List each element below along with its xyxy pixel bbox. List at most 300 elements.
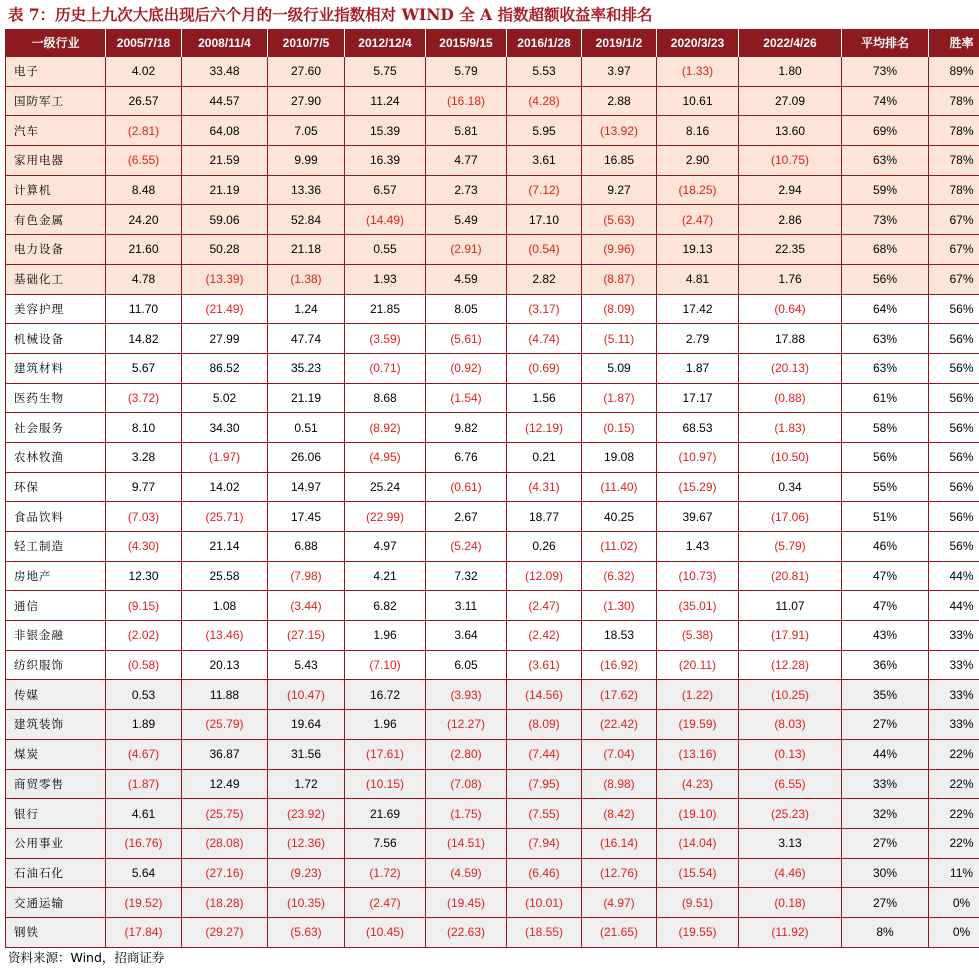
excess-return-cell: 21.19 bbox=[182, 175, 268, 205]
excess-return-cell: 17.10 bbox=[507, 205, 582, 235]
excess-return-cell: (14.04) bbox=[657, 828, 739, 858]
excess-return-cell: (17.62) bbox=[582, 680, 657, 710]
column-header-average-rank: 平均排名 bbox=[842, 29, 929, 57]
table-title: 表 7：历史上九次大底出现后六个月的一级行业指数相对 WIND 全 A 指数超额收益率和排名 bbox=[8, 5, 653, 24]
excess-return-cell: (3.44) bbox=[268, 591, 345, 621]
excess-return-cell: 1.89 bbox=[106, 710, 182, 740]
table-row bbox=[6, 146, 979, 176]
win-rate-cell: 56% bbox=[929, 472, 979, 502]
excess-return-cell: (1.87) bbox=[106, 769, 182, 799]
excess-return-cell: 5.02 bbox=[182, 383, 268, 413]
excess-return-cell: 64.08 bbox=[182, 116, 268, 146]
table-row bbox=[6, 116, 979, 146]
excess-return-cell: (8.09) bbox=[582, 294, 657, 324]
excess-return-cell: (16.14) bbox=[582, 828, 657, 858]
excess-return-cell: 6.82 bbox=[345, 591, 426, 621]
table-row bbox=[6, 680, 979, 710]
industry-cell: 通信 bbox=[6, 591, 106, 621]
excess-return-cell: 0.53 bbox=[106, 680, 182, 710]
excess-return-cell: (5.38) bbox=[657, 621, 739, 651]
excess-return-cell: (9.23) bbox=[268, 858, 345, 888]
win-rate-cell: 56% bbox=[929, 324, 979, 354]
excess-return-cell: 8.10 bbox=[106, 413, 182, 443]
industry-cell: 石油石化 bbox=[6, 858, 106, 888]
excess-return-cell: (7.98) bbox=[268, 561, 345, 591]
excess-return-cell: (4.95) bbox=[345, 442, 426, 472]
average-rank-cell: 27% bbox=[842, 888, 929, 918]
table-row bbox=[6, 175, 979, 205]
excess-return-cell: 4.21 bbox=[345, 561, 426, 591]
excess-return-cell: (12.36) bbox=[268, 828, 345, 858]
excess-return-cell: 7.05 bbox=[268, 116, 345, 146]
excess-return-cell: (10.97) bbox=[657, 442, 739, 472]
excess-return-cell: (17.61) bbox=[345, 739, 426, 769]
excess-return-cell: (10.47) bbox=[268, 680, 345, 710]
excess-return-cell: 3.11 bbox=[426, 591, 507, 621]
industry-cell: 轻工制造 bbox=[6, 532, 106, 562]
excess-return-cell: (13.92) bbox=[582, 116, 657, 146]
excess-return-cell: 52.84 bbox=[268, 205, 345, 235]
excess-return-cell: 21.18 bbox=[268, 235, 345, 265]
industry-cell: 食品饮料 bbox=[6, 502, 106, 532]
table-row bbox=[6, 532, 979, 562]
win-rate-cell: 44% bbox=[929, 591, 979, 621]
excess-return-cell: (11.40) bbox=[582, 472, 657, 502]
excess-return-cell: 36.87 bbox=[182, 739, 268, 769]
table-row bbox=[6, 205, 979, 235]
excess-return-cell: 50.28 bbox=[182, 235, 268, 265]
excess-return-cell: 4.61 bbox=[106, 799, 182, 829]
industry-cell: 煤炭 bbox=[6, 739, 106, 769]
excess-return-cell: (15.29) bbox=[657, 472, 739, 502]
industry-cell: 医药生物 bbox=[6, 383, 106, 413]
excess-return-cell: 13.60 bbox=[739, 116, 842, 146]
excess-return-cell: (8.42) bbox=[582, 799, 657, 829]
excess-return-cell: (20.81) bbox=[739, 561, 842, 591]
win-rate-cell: 56% bbox=[929, 413, 979, 443]
industry-cell: 有色金属 bbox=[6, 205, 106, 235]
excess-return-cell: (14.49) bbox=[345, 205, 426, 235]
excess-return-cell: 4.02 bbox=[106, 57, 182, 87]
win-rate-cell: 33% bbox=[929, 680, 979, 710]
excess-return-cell: (9.15) bbox=[106, 591, 182, 621]
excess-return-cell: 68.53 bbox=[657, 413, 739, 443]
win-rate-cell: 22% bbox=[929, 799, 979, 829]
average-rank-cell: 69% bbox=[842, 116, 929, 146]
column-header-date: 2022/4/26 bbox=[739, 29, 842, 57]
average-rank-cell: 56% bbox=[842, 442, 929, 472]
industry-cell: 电力设备 bbox=[6, 235, 106, 265]
excess-return-cell: 5.09 bbox=[582, 353, 657, 383]
table-row bbox=[6, 57, 979, 87]
table-row bbox=[6, 264, 979, 294]
excess-return-cell: (3.59) bbox=[345, 324, 426, 354]
excess-return-cell: 16.72 bbox=[345, 680, 426, 710]
table-row bbox=[6, 739, 979, 769]
average-rank-cell: 44% bbox=[842, 739, 929, 769]
excess-return-cell: (14.51) bbox=[426, 828, 507, 858]
excess-return-cell: 1.24 bbox=[268, 294, 345, 324]
table-row bbox=[6, 561, 979, 591]
excess-return-cell: (4.97) bbox=[582, 888, 657, 918]
excess-return-cell: 4.59 bbox=[426, 264, 507, 294]
excess-return-cell: (1.30) bbox=[582, 591, 657, 621]
excess-return-cell: (22.99) bbox=[345, 502, 426, 532]
industry-cell: 非银金融 bbox=[6, 621, 106, 651]
excess-return-cell: 12.30 bbox=[106, 561, 182, 591]
excess-return-cell: (18.55) bbox=[507, 917, 582, 947]
excess-return-cell: 21.60 bbox=[106, 235, 182, 265]
industry-cell: 公用事业 bbox=[6, 828, 106, 858]
excess-return-cell: (0.54) bbox=[507, 235, 582, 265]
win-rate-cell: 78% bbox=[929, 116, 979, 146]
excess-return-cell: 0.51 bbox=[268, 413, 345, 443]
average-rank-cell: 27% bbox=[842, 828, 929, 858]
excess-return-cell: 2.94 bbox=[739, 175, 842, 205]
excess-return-cell: 2.86 bbox=[739, 205, 842, 235]
industry-cell: 美容护理 bbox=[6, 294, 106, 324]
excess-return-cell: 18.77 bbox=[507, 502, 582, 532]
excess-return-cell: (11.92) bbox=[739, 917, 842, 947]
table-row bbox=[6, 383, 979, 413]
average-rank-cell: 47% bbox=[842, 561, 929, 591]
excess-return-cell: (0.13) bbox=[739, 739, 842, 769]
excess-return-cell: (10.15) bbox=[345, 769, 426, 799]
excess-return-cell: 5.67 bbox=[106, 353, 182, 383]
table-row bbox=[6, 442, 979, 472]
excess-return-cell: (19.10) bbox=[657, 799, 739, 829]
excess-return-cell: (3.93) bbox=[426, 680, 507, 710]
excess-return-cell: (28.08) bbox=[182, 828, 268, 858]
excess-return-cell: (2.91) bbox=[426, 235, 507, 265]
excess-return-cell: 0.21 bbox=[507, 442, 582, 472]
average-rank-cell: 35% bbox=[842, 680, 929, 710]
excess-return-cell: (4.74) bbox=[507, 324, 582, 354]
excess-return-cell: 2.82 bbox=[507, 264, 582, 294]
excess-return-cell: 19.64 bbox=[268, 710, 345, 740]
excess-return-cell: 1.96 bbox=[345, 621, 426, 651]
average-rank-cell: 55% bbox=[842, 472, 929, 502]
excess-return-cell: (19.45) bbox=[426, 888, 507, 918]
excess-return-cell: (25.23) bbox=[739, 799, 842, 829]
excess-return-cell: 21.85 bbox=[345, 294, 426, 324]
excess-return-cell: (1.83) bbox=[739, 413, 842, 443]
excess-return-cell: (0.64) bbox=[739, 294, 842, 324]
excess-return-cell: (23.92) bbox=[268, 799, 345, 829]
excess-return-cell: 21.19 bbox=[268, 383, 345, 413]
excess-return-cell: 34.30 bbox=[182, 413, 268, 443]
excess-return-cell: (20.13) bbox=[739, 353, 842, 383]
excess-return-cell: (35.01) bbox=[657, 591, 739, 621]
excess-return-cell: (4.23) bbox=[657, 769, 739, 799]
excess-return-cell: (8.09) bbox=[507, 710, 582, 740]
excess-return-cell: (2.42) bbox=[507, 621, 582, 651]
excess-return-cell: (3.17) bbox=[507, 294, 582, 324]
excess-return-cell: (4.46) bbox=[739, 858, 842, 888]
excess-return-cell: 47.74 bbox=[268, 324, 345, 354]
table-row bbox=[6, 858, 979, 888]
excess-return-cell: (27.16) bbox=[182, 858, 268, 888]
table-row bbox=[6, 621, 979, 651]
excess-return-cell: 27.09 bbox=[739, 86, 842, 116]
excess-return-cell: 27.60 bbox=[268, 57, 345, 87]
excess-return-cell: (5.61) bbox=[426, 324, 507, 354]
average-rank-cell: 47% bbox=[842, 591, 929, 621]
excess-return-cell: 4.97 bbox=[345, 532, 426, 562]
excess-return-cell: 8.68 bbox=[345, 383, 426, 413]
win-rate-cell: 89% bbox=[929, 57, 979, 87]
excess-return-cell: 3.61 bbox=[507, 146, 582, 176]
excess-return-cell: 0.26 bbox=[507, 532, 582, 562]
win-rate-cell: 33% bbox=[929, 650, 979, 680]
excess-return-cell: 18.53 bbox=[582, 621, 657, 651]
excess-return-cell: (8.03) bbox=[739, 710, 842, 740]
table-row bbox=[6, 828, 979, 858]
average-rank-cell: 56% bbox=[842, 264, 929, 294]
excess-return-cell: (4.30) bbox=[106, 532, 182, 562]
excess-return-cell: (12.19) bbox=[507, 413, 582, 443]
column-header-date: 2019/1/2 bbox=[582, 29, 657, 57]
excess-return-cell: (7.94) bbox=[507, 828, 582, 858]
excess-return-cell: 9.77 bbox=[106, 472, 182, 502]
industry-cell: 电子 bbox=[6, 57, 106, 87]
industry-cell: 农林牧渔 bbox=[6, 442, 106, 472]
excess-return-cell: 1.76 bbox=[739, 264, 842, 294]
average-rank-cell: 33% bbox=[842, 769, 929, 799]
industry-cell: 建筑材料 bbox=[6, 353, 106, 383]
column-header-date: 2010/7/5 bbox=[268, 29, 345, 57]
excess-return-cell: 19.13 bbox=[657, 235, 739, 265]
win-rate-cell: 11% bbox=[929, 858, 979, 888]
industry-cell: 银行 bbox=[6, 799, 106, 829]
industry-excess-return-table bbox=[5, 29, 979, 948]
average-rank-cell: 61% bbox=[842, 383, 929, 413]
excess-return-cell: (13.16) bbox=[657, 739, 739, 769]
excess-return-cell: 31.56 bbox=[268, 739, 345, 769]
table-row bbox=[6, 86, 979, 116]
excess-return-cell: 1.93 bbox=[345, 264, 426, 294]
win-rate-cell: 0% bbox=[929, 917, 979, 947]
excess-return-cell: (7.04) bbox=[582, 739, 657, 769]
win-rate-cell: 33% bbox=[929, 621, 979, 651]
excess-return-cell: 21.59 bbox=[182, 146, 268, 176]
excess-return-cell: 11.07 bbox=[739, 591, 842, 621]
excess-return-cell: 21.69 bbox=[345, 799, 426, 829]
excess-return-cell: (12.76) bbox=[582, 858, 657, 888]
win-rate-cell: 78% bbox=[929, 175, 979, 205]
excess-return-cell: 5.79 bbox=[426, 57, 507, 87]
excess-return-cell: 39.67 bbox=[657, 502, 739, 532]
excess-return-cell: (25.71) bbox=[182, 502, 268, 532]
excess-return-cell: (1.22) bbox=[657, 680, 739, 710]
excess-return-cell: 8.16 bbox=[657, 116, 739, 146]
excess-return-cell: (1.97) bbox=[182, 442, 268, 472]
column-header-win-rate: 胜率 bbox=[929, 29, 979, 57]
excess-return-cell: 0.55 bbox=[345, 235, 426, 265]
average-rank-cell: 51% bbox=[842, 502, 929, 532]
excess-return-cell: 1.80 bbox=[739, 57, 842, 87]
excess-return-cell: (1.87) bbox=[582, 383, 657, 413]
excess-return-cell: (18.28) bbox=[182, 888, 268, 918]
excess-return-cell: (21.65) bbox=[582, 917, 657, 947]
excess-return-cell: 2.88 bbox=[582, 86, 657, 116]
industry-cell: 传媒 bbox=[6, 680, 106, 710]
excess-return-cell: (7.44) bbox=[507, 739, 582, 769]
excess-return-cell: (10.50) bbox=[739, 442, 842, 472]
excess-return-cell: (3.72) bbox=[106, 383, 182, 413]
win-rate-cell: 22% bbox=[929, 828, 979, 858]
excess-return-cell: (2.02) bbox=[106, 621, 182, 651]
excess-return-cell: (7.12) bbox=[507, 175, 582, 205]
excess-return-cell: (9.51) bbox=[657, 888, 739, 918]
excess-return-cell: (5.63) bbox=[268, 917, 345, 947]
excess-return-cell: 2.67 bbox=[426, 502, 507, 532]
column-header-date: 2012/12/4 bbox=[345, 29, 426, 57]
excess-return-cell: 14.02 bbox=[182, 472, 268, 502]
column-header-date: 2015/9/15 bbox=[426, 29, 507, 57]
excess-return-cell: 3.28 bbox=[106, 442, 182, 472]
excess-return-cell: (1.38) bbox=[268, 264, 345, 294]
excess-return-cell: (8.98) bbox=[582, 769, 657, 799]
table-row bbox=[6, 413, 979, 443]
excess-return-cell: (0.61) bbox=[426, 472, 507, 502]
table-row bbox=[6, 502, 979, 532]
table-row bbox=[6, 710, 979, 740]
average-rank-cell: 68% bbox=[842, 235, 929, 265]
excess-return-cell: (0.15) bbox=[582, 413, 657, 443]
win-rate-cell: 56% bbox=[929, 502, 979, 532]
excess-return-cell: (12.28) bbox=[739, 650, 842, 680]
excess-return-cell: 12.49 bbox=[182, 769, 268, 799]
industry-cell: 汽车 bbox=[6, 116, 106, 146]
excess-return-cell: 7.56 bbox=[345, 828, 426, 858]
excess-return-cell: (19.59) bbox=[657, 710, 739, 740]
win-rate-cell: 0% bbox=[929, 888, 979, 918]
excess-return-cell: (6.46) bbox=[507, 858, 582, 888]
excess-return-cell: 16.39 bbox=[345, 146, 426, 176]
excess-return-cell: 44.57 bbox=[182, 86, 268, 116]
column-header-date: 2016/1/28 bbox=[507, 29, 582, 57]
excess-return-cell: 9.27 bbox=[582, 175, 657, 205]
excess-return-cell: (1.33) bbox=[657, 57, 739, 87]
industry-cell: 机械设备 bbox=[6, 324, 106, 354]
excess-return-cell: (14.56) bbox=[507, 680, 582, 710]
excess-return-cell: (5.79) bbox=[739, 532, 842, 562]
win-rate-cell: 56% bbox=[929, 294, 979, 324]
excess-return-cell: 0.34 bbox=[739, 472, 842, 502]
excess-return-cell: 3.64 bbox=[426, 621, 507, 651]
excess-return-cell: (10.75) bbox=[739, 146, 842, 176]
excess-return-cell: (6.55) bbox=[106, 146, 182, 176]
table-row bbox=[6, 591, 979, 621]
excess-return-cell: (25.79) bbox=[182, 710, 268, 740]
excess-return-cell: (16.18) bbox=[426, 86, 507, 116]
industry-cell: 交通运输 bbox=[6, 888, 106, 918]
excess-return-cell: (10.01) bbox=[507, 888, 582, 918]
excess-return-cell: 6.57 bbox=[345, 175, 426, 205]
excess-return-cell: 8.05 bbox=[426, 294, 507, 324]
excess-return-cell: 10.61 bbox=[657, 86, 739, 116]
excess-return-cell: (3.61) bbox=[507, 650, 582, 680]
excess-return-cell: 2.79 bbox=[657, 324, 739, 354]
excess-return-cell: 17.17 bbox=[657, 383, 739, 413]
excess-return-cell: (6.32) bbox=[582, 561, 657, 591]
excess-return-cell: 25.24 bbox=[345, 472, 426, 502]
excess-return-cell: (1.54) bbox=[426, 383, 507, 413]
excess-return-cell: (16.92) bbox=[582, 650, 657, 680]
excess-return-cell: (12.09) bbox=[507, 561, 582, 591]
excess-return-cell: (4.67) bbox=[106, 739, 182, 769]
excess-return-cell: 9.99 bbox=[268, 146, 345, 176]
excess-return-cell: 1.08 bbox=[182, 591, 268, 621]
excess-return-cell: (7.10) bbox=[345, 650, 426, 680]
excess-return-cell: 5.64 bbox=[106, 858, 182, 888]
industry-cell: 房地产 bbox=[6, 561, 106, 591]
win-rate-cell: 56% bbox=[929, 383, 979, 413]
excess-return-cell: (0.88) bbox=[739, 383, 842, 413]
win-rate-cell: 56% bbox=[929, 353, 979, 383]
excess-return-cell: 1.43 bbox=[657, 532, 739, 562]
excess-return-cell: (22.63) bbox=[426, 917, 507, 947]
excess-return-cell: 59.06 bbox=[182, 205, 268, 235]
excess-return-cell: 6.88 bbox=[268, 532, 345, 562]
excess-return-cell: 19.08 bbox=[582, 442, 657, 472]
industry-cell: 钢铁 bbox=[6, 917, 106, 947]
excess-return-cell: 17.88 bbox=[739, 324, 842, 354]
excess-return-cell: 21.14 bbox=[182, 532, 268, 562]
average-rank-cell: 63% bbox=[842, 324, 929, 354]
excess-return-cell: 25.58 bbox=[182, 561, 268, 591]
excess-return-cell: 15.39 bbox=[345, 116, 426, 146]
source-note: 资料来源：Wind，招商证券 bbox=[8, 950, 165, 965]
excess-return-cell: 7.32 bbox=[426, 561, 507, 591]
excess-return-cell: (10.73) bbox=[657, 561, 739, 591]
excess-return-cell: 26.06 bbox=[268, 442, 345, 472]
excess-return-cell: (16.76) bbox=[106, 828, 182, 858]
excess-return-cell: 24.20 bbox=[106, 205, 182, 235]
average-rank-cell: 58% bbox=[842, 413, 929, 443]
excess-return-cell: (1.75) bbox=[426, 799, 507, 829]
average-rank-cell: 46% bbox=[842, 532, 929, 562]
excess-return-cell: 22.35 bbox=[739, 235, 842, 265]
excess-return-cell: 20.13 bbox=[182, 650, 268, 680]
excess-return-cell: (22.42) bbox=[582, 710, 657, 740]
industry-cell: 环保 bbox=[6, 472, 106, 502]
industry-cell: 商贸零售 bbox=[6, 769, 106, 799]
average-rank-cell: 36% bbox=[842, 650, 929, 680]
excess-return-cell: 5.53 bbox=[507, 57, 582, 87]
average-rank-cell: 59% bbox=[842, 175, 929, 205]
excess-return-cell: (15.54) bbox=[657, 858, 739, 888]
excess-return-cell: 1.96 bbox=[345, 710, 426, 740]
excess-return-cell: 26.57 bbox=[106, 86, 182, 116]
table-row bbox=[6, 799, 979, 829]
average-rank-cell: 73% bbox=[842, 205, 929, 235]
table-row bbox=[6, 769, 979, 799]
excess-return-cell: (13.46) bbox=[182, 621, 268, 651]
excess-return-cell: (10.25) bbox=[739, 680, 842, 710]
excess-return-cell: (8.92) bbox=[345, 413, 426, 443]
excess-return-cell: 33.48 bbox=[182, 57, 268, 87]
excess-return-cell: (0.92) bbox=[426, 353, 507, 383]
excess-return-cell: 4.78 bbox=[106, 264, 182, 294]
excess-return-cell: (17.84) bbox=[106, 917, 182, 947]
table-row bbox=[6, 472, 979, 502]
excess-return-cell: (4.59) bbox=[426, 858, 507, 888]
excess-return-cell: 16.85 bbox=[582, 146, 657, 176]
excess-return-cell: 1.56 bbox=[507, 383, 582, 413]
win-rate-cell: 44% bbox=[929, 561, 979, 591]
